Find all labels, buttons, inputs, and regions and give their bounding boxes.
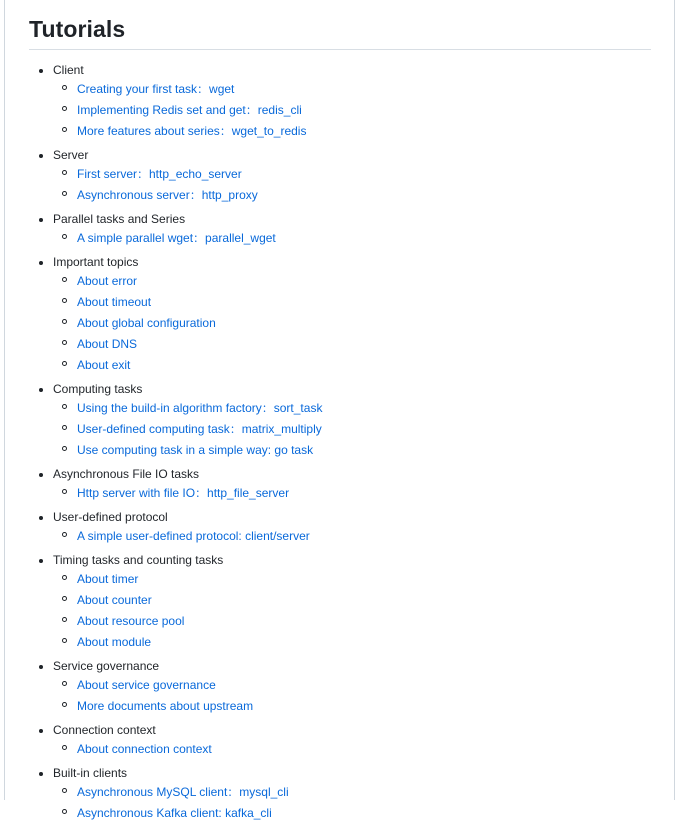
tutorial-link[interactable]: About global configuration bbox=[77, 316, 216, 330]
readme-card bbox=[4, 0, 675, 820]
section-item bbox=[29, 61, 651, 143]
circle-bullet-icon bbox=[62, 617, 67, 622]
section-label: Connection context bbox=[53, 723, 156, 737]
page-title: Tutorials bbox=[29, 14, 651, 50]
tutorial-link[interactable]: Asynchronous server：http_proxy bbox=[77, 188, 258, 202]
list-item bbox=[53, 229, 651, 250]
tutorial-link[interactable]: Asynchronous MySQL client：mysql_cli bbox=[77, 785, 289, 799]
circle-bullet-icon bbox=[62, 425, 67, 430]
section-item bbox=[29, 721, 651, 761]
list-item bbox=[53, 122, 651, 143]
circle-bullet-icon bbox=[62, 446, 67, 451]
tutorial-link[interactable]: About resource pool bbox=[77, 614, 185, 628]
section-label: Client bbox=[53, 63, 84, 77]
circle-bullet-icon bbox=[62, 361, 67, 366]
disc-bullet-icon bbox=[39, 772, 43, 776]
disc-bullet-icon bbox=[39, 516, 43, 520]
tutorial-link[interactable]: About module bbox=[77, 635, 152, 649]
section-links-list bbox=[53, 165, 651, 207]
tutorial-link[interactable]: Implementing Redis set and get：redis_cli bbox=[77, 103, 302, 117]
tutorial-link[interactable]: About service governance bbox=[77, 678, 216, 692]
circle-bullet-icon bbox=[62, 106, 67, 111]
section-item bbox=[29, 465, 651, 505]
circle-bullet-icon bbox=[62, 191, 67, 196]
list-item bbox=[53, 335, 651, 356]
circle-bullet-icon bbox=[62, 638, 67, 643]
readme-content bbox=[29, 14, 651, 820]
disc-bullet-icon bbox=[39, 388, 43, 392]
list-item bbox=[53, 186, 651, 207]
disc-bullet-icon bbox=[39, 261, 43, 265]
tutorial-link[interactable]: About timeout bbox=[77, 295, 152, 309]
tutorial-link[interactable]: User-defined computing task：matrix_multiply bbox=[77, 422, 322, 436]
circle-bullet-icon bbox=[62, 340, 67, 345]
section-links-list bbox=[53, 484, 651, 505]
section-label: Timing tasks and counting tasks bbox=[53, 553, 224, 567]
section-links-list bbox=[53, 740, 651, 761]
tutorial-link[interactable]: Use computing task in a simple way: go task bbox=[77, 443, 314, 457]
list-item bbox=[53, 101, 651, 122]
list-item bbox=[53, 527, 651, 548]
tutorial-sections-list bbox=[29, 61, 651, 825]
tutorial-link[interactable]: A simple user-defined protocol: client/server bbox=[77, 529, 310, 543]
circle-bullet-icon bbox=[62, 170, 67, 175]
list-item bbox=[53, 272, 651, 293]
circle-bullet-icon bbox=[62, 809, 67, 814]
section-links-list bbox=[53, 399, 651, 462]
list-item bbox=[53, 293, 651, 314]
list-item bbox=[53, 484, 651, 505]
section-item bbox=[29, 253, 651, 377]
list-item bbox=[53, 399, 651, 420]
list-item bbox=[53, 80, 651, 101]
section-label: Built-in clients bbox=[53, 766, 128, 780]
disc-bullet-icon bbox=[39, 473, 43, 477]
tutorial-link[interactable]: About exit bbox=[77, 358, 131, 372]
list-item bbox=[53, 420, 651, 441]
disc-bullet-icon bbox=[39, 218, 43, 222]
list-item bbox=[53, 570, 651, 591]
tutorial-link[interactable]: A simple parallel wget：parallel_wget bbox=[77, 231, 276, 245]
tutorial-link[interactable]: About timer bbox=[77, 572, 139, 586]
disc-bullet-icon bbox=[39, 154, 43, 158]
tutorial-link[interactable]: Asynchronous Kafka client: kafka_cli bbox=[77, 806, 272, 820]
list-item bbox=[53, 612, 651, 633]
list-item bbox=[53, 804, 651, 825]
section-links-list bbox=[53, 229, 651, 250]
section-label: Service governance bbox=[53, 659, 160, 673]
circle-bullet-icon bbox=[62, 85, 67, 90]
circle-bullet-icon bbox=[62, 596, 67, 601]
circle-bullet-icon bbox=[62, 277, 67, 282]
section-label: Parallel tasks and Series bbox=[53, 212, 186, 226]
circle-bullet-icon bbox=[62, 489, 67, 494]
circle-bullet-icon bbox=[62, 298, 67, 303]
circle-bullet-icon bbox=[62, 532, 67, 537]
tutorial-link[interactable]: About error bbox=[77, 274, 138, 288]
section-item bbox=[29, 210, 651, 250]
section-links-list bbox=[53, 783, 651, 825]
section-item bbox=[29, 146, 651, 207]
disc-bullet-icon bbox=[39, 729, 43, 733]
circle-bullet-icon bbox=[62, 681, 67, 686]
circle-bullet-icon bbox=[62, 745, 67, 750]
circle-bullet-icon bbox=[62, 127, 67, 132]
circle-bullet-icon bbox=[62, 575, 67, 580]
section-label: Asynchronous File IO tasks bbox=[53, 467, 200, 481]
disc-bullet-icon bbox=[39, 665, 43, 669]
tutorial-link[interactable]: First server：http_echo_server bbox=[77, 167, 242, 181]
circle-bullet-icon bbox=[62, 404, 67, 409]
section-item bbox=[29, 380, 651, 462]
list-item bbox=[53, 356, 651, 377]
section-links-list bbox=[53, 272, 651, 377]
circle-bullet-icon bbox=[62, 319, 67, 324]
list-item bbox=[53, 591, 651, 612]
tutorial-link[interactable]: More features about series：wget_to_redis bbox=[77, 124, 307, 138]
disc-bullet-icon bbox=[39, 559, 43, 563]
tutorial-link[interactable]: About DNS bbox=[77, 337, 138, 351]
list-item bbox=[53, 697, 651, 718]
section-label: Important topics bbox=[53, 255, 139, 269]
section-links-list bbox=[53, 676, 651, 718]
list-item bbox=[53, 633, 651, 654]
circle-bullet-icon bbox=[62, 234, 67, 239]
section-links-list bbox=[53, 527, 651, 548]
list-item bbox=[53, 740, 651, 761]
list-item bbox=[53, 441, 651, 462]
tutorial-link[interactable]: About connection context bbox=[77, 742, 212, 756]
section-item bbox=[29, 764, 651, 825]
list-item bbox=[53, 676, 651, 697]
section-label: User-defined protocol bbox=[53, 510, 168, 524]
section-item bbox=[29, 657, 651, 718]
tutorial-link[interactable]: More documents about upstream bbox=[77, 699, 254, 713]
list-item bbox=[53, 783, 651, 804]
section-links-list bbox=[53, 570, 651, 654]
section-item bbox=[29, 508, 651, 548]
tutorial-link[interactable]: Creating your first task：wget bbox=[77, 82, 235, 96]
disc-bullet-icon bbox=[39, 69, 43, 73]
section-links-list bbox=[53, 80, 651, 143]
list-item bbox=[53, 165, 651, 186]
section-label: Server bbox=[53, 148, 89, 162]
circle-bullet-icon bbox=[62, 702, 67, 707]
section-item bbox=[29, 551, 651, 654]
tutorial-link[interactable]: Http server with file IO：http_file_server bbox=[77, 486, 290, 500]
tutorial-link[interactable]: Using the build-in algorithm factory：sort_task bbox=[77, 401, 323, 415]
list-item bbox=[53, 314, 651, 335]
section-label: Computing tasks bbox=[53, 382, 143, 396]
tutorial-link[interactable]: About counter bbox=[77, 593, 152, 607]
